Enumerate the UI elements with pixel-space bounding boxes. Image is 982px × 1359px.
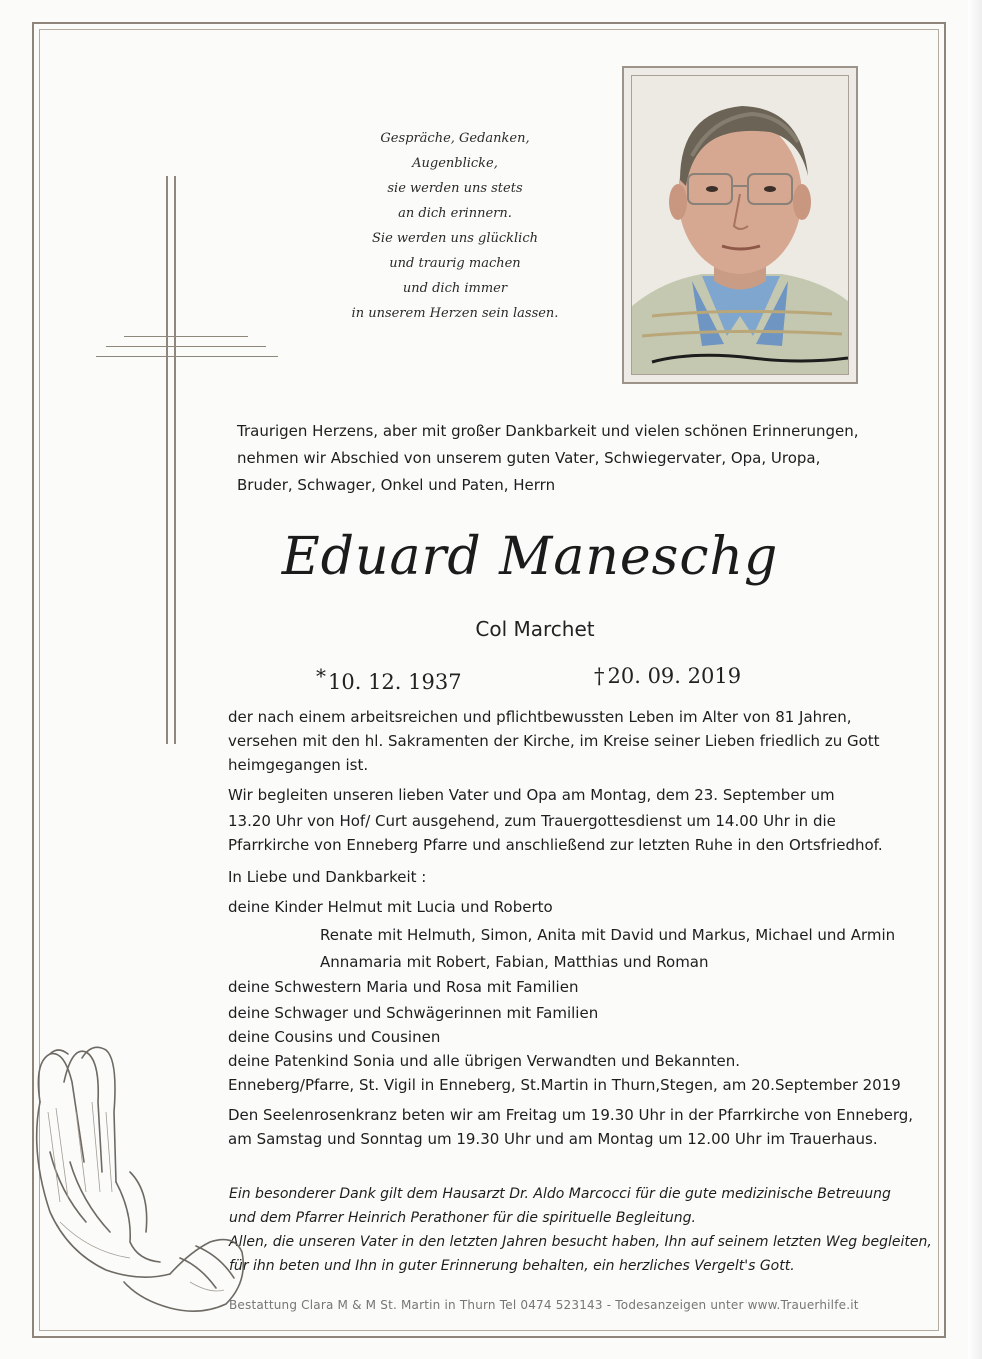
thanks-line: für ihn beten und Ihn in guter Erinnerung behalten, ein herzliches Vergelt's Gott. xyxy=(229,1258,795,1274)
family-line: deine Kinder Helmut mit Lucia und Roberto xyxy=(228,898,553,916)
poem-line: Gespräche, Gedanken, xyxy=(380,131,530,146)
star-icon: * xyxy=(316,664,326,688)
thanks-line: Ein besonderer Dank gilt dem Hausarzt Dr. Aldo Marcocci für die gute medizinische Betreuung xyxy=(229,1186,891,1202)
body-line: heimgegangen ist. xyxy=(228,756,369,774)
scan-edge xyxy=(968,0,982,1359)
body-line: der nach einem arbeitsreichen und pflichtbewussten Leben im Alter von 81 Jahren, xyxy=(228,708,852,726)
photo-frame xyxy=(622,66,858,384)
intro-line: Traurigen Herzens, aber mit großer Dankbarkeit und vielen schönen Erinnerungen, xyxy=(237,422,859,440)
intro-line: Bruder, Schwager, Onkel und Paten, Herrn xyxy=(237,476,556,494)
family-line: deine Schwestern Maria und Rosa mit Familien xyxy=(228,978,579,996)
rosary-line: Den Seelenrosenkranz beten wir am Freitag um 19.30 Uhr in der Pfarrkirche von Enneberg, xyxy=(228,1106,914,1124)
deceased-name: Eduard Maneschg xyxy=(281,527,779,587)
family-line: Annamaria mit Robert, Fabian, Matthias und Roman xyxy=(320,953,709,971)
cross-horizontal-line xyxy=(124,336,248,337)
poem-line: und dich immer xyxy=(402,281,508,296)
family-line: Renate mit Helmuth, Simon, Anita mit David und Markus, Michael und Armin xyxy=(320,926,896,944)
body-line: Wir begleiten unseren lieben Vater und Opa am Montag, dem 23. September um xyxy=(228,786,835,804)
praying-hands-drawing xyxy=(20,1042,250,1317)
dagger-icon: † xyxy=(594,664,605,688)
poem-line: Sie werden uns glücklich xyxy=(372,231,538,246)
thanks-line: Allen, die unseren Vater in den letzten Jahren besucht haben, Ihn auf seinem letzten Weg begleiten, xyxy=(229,1234,932,1250)
thanks-line: und dem Pfarrer Heinrich Perathoner für die spirituelle Begleitung. xyxy=(229,1210,696,1226)
poem-line: in unserem Herzen sein lassen. xyxy=(351,306,559,321)
poem-line: und traurig machen xyxy=(389,256,521,271)
portrait-photo xyxy=(631,75,849,375)
intro-line: nehmen wir Abschied von unserem guten Vater, Schwiegervater, Opa, Uropa, xyxy=(237,449,821,467)
birth-date-block xyxy=(316,664,462,694)
praying-hands-icon xyxy=(20,1042,250,1317)
body-line: 13.20 Uhr von Hof/ Curt ausgehend, zum Trauergottesdienst um 14.00 Uhr in die xyxy=(228,812,836,830)
footer-contact: Bestattung Clara M & M St. Martin in Thurn Tel 0474 523143 - Todesanzeigen unter www.Trauerhilfe.it xyxy=(229,1298,859,1312)
family-line: deine Cousins und Cousinen xyxy=(228,1028,441,1046)
intro-text xyxy=(237,418,877,499)
birth-date: 10. 12. 1937 xyxy=(328,670,462,694)
cross-vertical-line xyxy=(174,176,176,744)
body-line: versehen mit den hl. Sakramenten der Kirche, im Kreise seiner Lieben friedlich zu Gott xyxy=(228,732,880,750)
poem-line: sie werden uns stets xyxy=(387,181,523,196)
deceased-nickname: Col Marchet xyxy=(475,617,595,641)
family-line: deine Schwager und Schwägerinnen mit Familien xyxy=(228,1004,599,1022)
place-date-line: Enneberg/Pfarre, St. Vigil in Enneberg, St.Martin in Thurn,Stegen, am 20.September 2019 xyxy=(228,1076,901,1094)
thanks-text xyxy=(229,1182,932,1278)
body-line: In Liebe und Dankbarkeit : xyxy=(228,868,427,886)
rosary-line: am Samstag und Sonntag um 19.30 Uhr und am Montag um 12.00 Uhr im Trauerhaus. xyxy=(228,1130,878,1148)
cross-vertical-line xyxy=(166,176,168,744)
poem xyxy=(330,126,580,326)
poem-line: an dich erinnern. xyxy=(398,206,512,221)
cross-horizontal-line xyxy=(96,356,278,357)
family-line: deine Patenkind Sonia und alle übrigen Verwandten und Bekannten. xyxy=(228,1052,740,1070)
death-date: 20. 09. 2019 xyxy=(607,664,742,688)
cross-horizontal-line xyxy=(106,346,266,347)
portrait-illustration xyxy=(632,76,848,374)
poem-line: Augenblicke, xyxy=(412,156,498,171)
body-line: Pfarrkirche von Enneberg Pfarre und anschließend zur letzten Ruhe in den Ortsfriedhof. xyxy=(228,836,883,854)
death-date-block xyxy=(594,664,741,688)
